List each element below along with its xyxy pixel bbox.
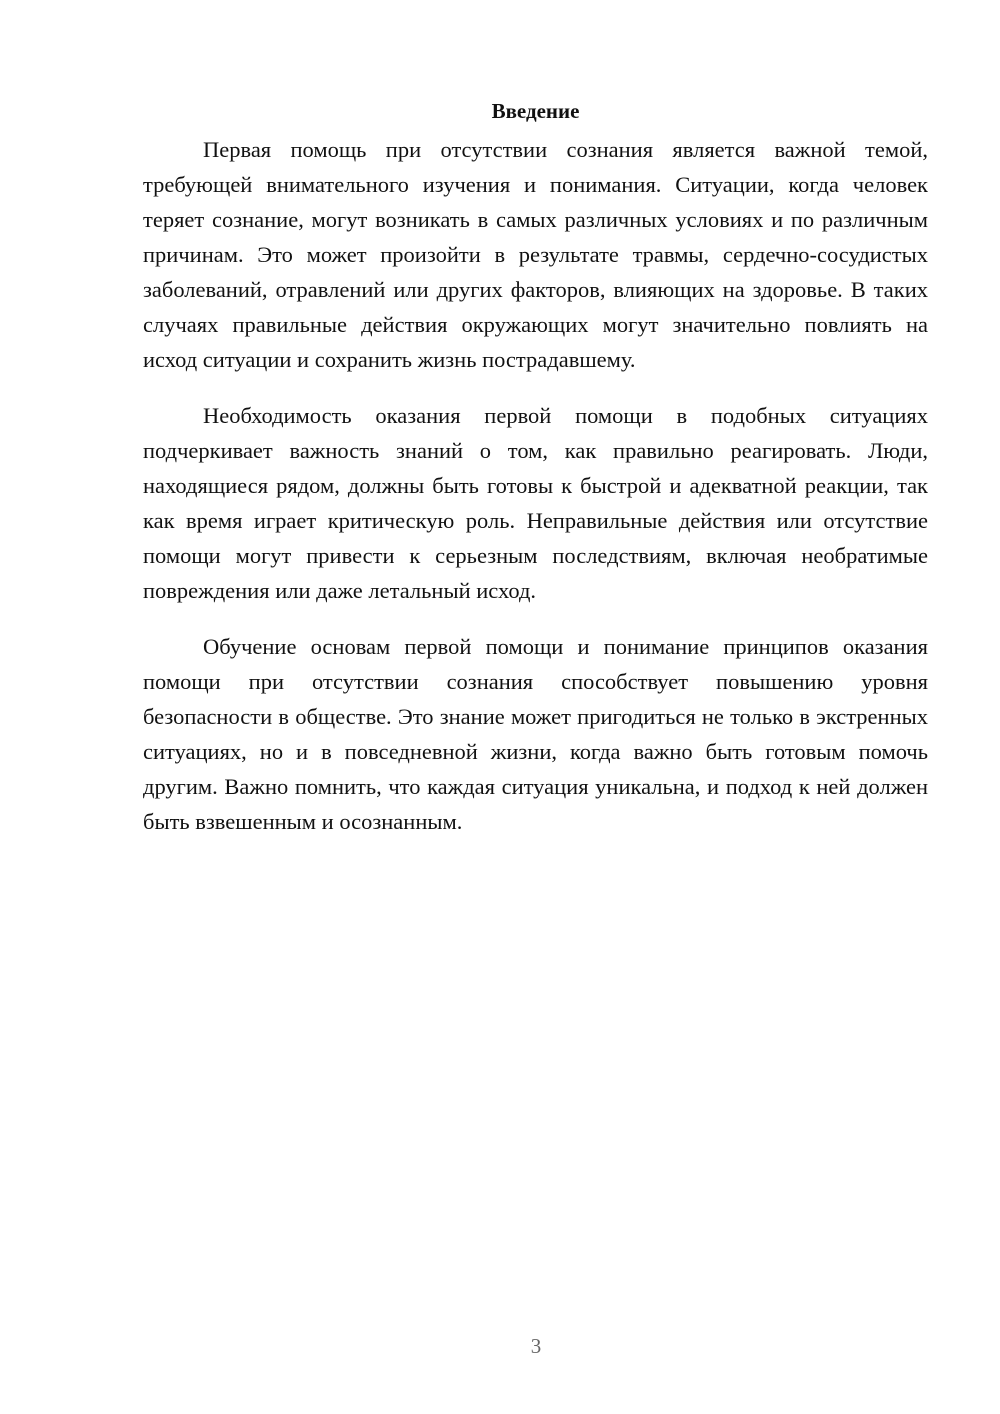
paragraph-1: Первая помощь при отсутствии сознания является важной темой, требующей внимательного изучения и понимания. Ситуации, когда человек теряет сознание, могут возникать в самых различных условиях и по различным причинам. Это может произойти в результате травмы, сердечно-сосудистых заболеваний, отравлений или других факторов, влияющих на здоровье. В таких случаях правильные действия окружающих могут значительно повлиять на исход ситуации и сохранить жизнь пострадавшему. [143, 137, 928, 372]
page-heading: Введение [491, 99, 580, 123]
paragraph-2: Необходимость оказания первой помощи в подобных ситуациях подчеркивает важность знаний о том, как правильно реагировать. Люди, находящиеся рядом, должны быть готовы к быстрой и адекватной реакции, так как время играет критическую роль. Неправильные действия или отсутствие помощи могут привести к серьезным последствиям, включая необратимые повреждения или даже летальный исход. [143, 403, 928, 603]
page-content [143, 96, 928, 860]
paragraph-3: Обучение основам первой помощи и понимание принципов оказания помощи при отсутствии сознания способствует повышению уровня безопасности в обществе. Это знание может пригодиться не только в экстренных ситуациях, но и в повседневной жизни, когда важно быть готовым помочь другим. Важно помнить, что каждая ситуация уникальна, и подход к ней должен быть взвешенным и осознанным. [143, 634, 928, 834]
page-number: 3 [530, 1334, 542, 1358]
